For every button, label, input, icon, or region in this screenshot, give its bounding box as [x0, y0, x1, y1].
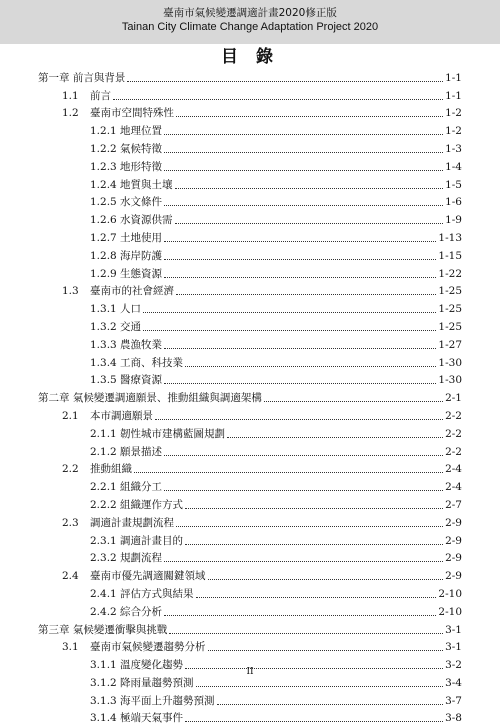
toc-entry	[38, 512, 462, 530]
toc-entry-label: 1.3.1 人口	[90, 303, 142, 316]
page-header	[0, 0, 500, 44]
toc-entry-page: 3-2	[445, 659, 462, 672]
toc-leader-dots	[208, 650, 444, 651]
toc-entry	[38, 120, 462, 138]
toc-entry-label: 1.3.3 農漁牧業	[90, 338, 163, 351]
toc-entry-label: 3.1.3 海平面上升趨勢預測	[90, 694, 215, 707]
toc-entry-page: 1-4	[445, 160, 462, 173]
toc-title: 目 錄	[221, 47, 279, 67]
toc-leader-dots	[227, 437, 443, 438]
toc-entry	[38, 85, 462, 103]
toc-entry-label: 2.4.1 評估方式與結果	[90, 587, 194, 600]
toc-entry-page: 1-5	[445, 178, 462, 191]
toc-entry	[38, 263, 462, 281]
toc-leader-dots	[185, 508, 443, 509]
toc-entry-page: 1-25	[438, 303, 462, 316]
toc-entry-page: 2-9	[445, 552, 462, 565]
toc-leader-dots	[164, 205, 443, 206]
toc-entry-page: 3-8	[445, 712, 462, 725]
toc-entry-label: 臺南市的社會經濟	[90, 285, 174, 298]
toc-entry-page: 1-30	[438, 356, 462, 369]
toc-leader-dots	[143, 330, 436, 331]
toc-entry	[38, 405, 462, 423]
toc-entry-label: 1.2.9 生態資源	[90, 267, 163, 280]
toc-entry	[38, 494, 462, 512]
toc-entry-label: 1.2.1 地理位置	[90, 125, 163, 138]
toc-entry	[38, 209, 462, 227]
toc-leader-dots	[143, 312, 436, 313]
toc-entry-number: 3.1	[62, 641, 79, 654]
toc-entry	[38, 690, 462, 708]
toc-entry-page: 1-2	[445, 125, 462, 138]
toc-entry-page: 2-10	[438, 587, 462, 600]
toc-leader-dots	[164, 615, 436, 616]
toc-entry-label: 2.2.1 組織分工	[90, 481, 163, 494]
toc-leader-dots	[164, 152, 443, 153]
toc-entry-number: 2.4	[62, 570, 79, 583]
toc-entry-page: 1-13	[438, 231, 462, 244]
toc-entry-page: 1-9	[445, 214, 462, 227]
toc-entry	[38, 619, 462, 637]
toc-entry-number: 1.2	[62, 107, 79, 120]
toc-entry-page: 2-7	[445, 498, 462, 511]
toc-entry-page: 2-1	[445, 392, 462, 405]
toc-entry-label: 1.2.5 水文條件	[90, 196, 163, 209]
toc-entry	[38, 601, 462, 619]
toc-entry	[38, 370, 462, 388]
toc-leader-dots	[164, 490, 443, 491]
toc-entry	[38, 387, 462, 405]
toc-entry-label: 1.3.4 工商、科技業	[90, 356, 184, 369]
toc-entry-label: 本市調適願景	[90, 409, 153, 422]
toc-entry-label: 調適計畫規劃流程	[90, 516, 174, 529]
toc-entry	[38, 459, 462, 477]
toc-entry	[38, 103, 462, 121]
toc-entry	[38, 156, 462, 174]
toc-entry-number: 2.1	[62, 409, 79, 422]
toc-entry	[38, 583, 462, 601]
toc-entry-label: 第二章 氣候變遷調適願景、推動組織與調適架構	[38, 392, 262, 405]
toc-entry-label: 2.3.1 調適計畫目的	[90, 534, 184, 547]
toc-leader-dots	[164, 561, 443, 562]
header-title-zh: 臺南市氣候變遷調適計畫2020修正版	[163, 7, 337, 19]
toc-leader-dots	[185, 544, 443, 545]
toc-entry-label: 臺南市優先調適關鍵領域	[90, 570, 206, 583]
toc-entry-page: 1-6	[445, 196, 462, 209]
toc-leader-dots	[196, 597, 437, 598]
toc-entry	[38, 334, 462, 352]
toc-entry	[38, 67, 462, 85]
toc-leader-dots	[208, 579, 444, 580]
toc-entry-page: 2-2	[445, 445, 462, 458]
toc-entry-label: 2.1.2 願景描述	[90, 445, 163, 458]
toc-entry-label: 2.4.2 綜合分析	[90, 605, 163, 618]
toc-entry-label: 臺南市氣候變遷趨勢分析	[90, 641, 206, 654]
toc-leader-dots	[164, 134, 443, 135]
toc-entry-page: 1-3	[445, 142, 462, 155]
toc-entry-page: 2-2	[445, 427, 462, 440]
toc-entry-number: 2.3	[62, 516, 79, 529]
toc-entry-label: 3.1.1 溫度變化趨勢	[90, 659, 184, 672]
toc-entry-label: 3.1.2 降雨量趨勢預測	[90, 676, 194, 689]
toc-entry-page: 2-9	[445, 570, 462, 583]
toc-entry-label: 2.2.2 組織運作方式	[90, 498, 184, 511]
toc-leader-dots	[164, 241, 436, 242]
toc-entry-label: 1.3.5 醫療資源	[90, 374, 163, 387]
toc-entry-page: 1-25	[438, 320, 462, 333]
toc-leader-dots	[164, 277, 436, 278]
toc-entry-label: 1.2.7 土地使用	[90, 231, 163, 244]
toc-entry-page: 1-2	[445, 107, 462, 120]
toc-entry	[38, 245, 462, 263]
toc-entry	[38, 637, 462, 655]
toc-leader-dots	[164, 259, 436, 260]
toc-entry-page: 3-7	[445, 694, 462, 707]
toc-leader-dots	[164, 383, 436, 384]
toc-entry-label: 1.2.6 水資源供需	[90, 214, 173, 227]
toc-entry-page: 3-1	[445, 641, 462, 654]
toc-entry	[38, 423, 462, 441]
toc-entry-page: 2-4	[445, 463, 462, 476]
toc-entry-label: 1.2.3 地形特徵	[90, 160, 163, 173]
toc-entry-label: 第三章 氣候變遷衝擊與挑戰	[38, 623, 168, 636]
toc-entry-page: 1-15	[438, 249, 462, 262]
toc-leader-dots	[185, 721, 443, 722]
toc-entry-page: 1-22	[438, 267, 462, 280]
toc-entry	[38, 281, 462, 299]
toc-leader-dots	[169, 633, 443, 634]
toc-leader-dots	[176, 294, 436, 295]
toc-leader-dots	[176, 526, 443, 527]
toc-leader-dots	[164, 170, 443, 171]
toc-entry-page: 2-2	[445, 409, 462, 422]
toc-entry-page: 1-27	[438, 338, 462, 351]
toc-entry-label: 1.2.8 海岸防護	[90, 249, 163, 262]
table-of-contents	[38, 67, 462, 725]
toc-entry-label: 1.2.2 氣候特徵	[90, 142, 163, 155]
toc-entry	[38, 298, 462, 316]
toc-entry-page: 1-1	[445, 89, 462, 102]
toc-entry-label: 3.1.4 極端天氣事件	[90, 712, 184, 725]
toc-leader-dots	[264, 401, 443, 402]
toc-leader-dots	[176, 116, 443, 117]
toc-entry	[38, 565, 462, 583]
toc-leader-dots	[127, 81, 443, 82]
toc-leader-dots	[175, 188, 444, 189]
toc-entry	[38, 476, 462, 494]
toc-entry-label: 第一章 前言與背景	[38, 71, 126, 84]
toc-entry-page: 1-25	[438, 285, 462, 298]
toc-entry-page: 2-4	[445, 481, 462, 494]
toc-entry	[38, 441, 462, 459]
toc-entry	[38, 174, 462, 192]
toc-entry-label: 推動組織	[90, 463, 132, 476]
toc-leader-dots	[155, 419, 443, 420]
toc-entry-number: 2.2	[62, 463, 79, 476]
toc-entry	[38, 548, 462, 566]
toc-entry-page: 1-30	[438, 374, 462, 387]
toc-entry-label: 前言	[90, 89, 111, 102]
toc-leader-dots	[175, 223, 444, 224]
header-title-en: Tainan City Climate Change Adaptation Project 2020	[121, 21, 379, 33]
toc-entry-label: 2.3.2 規劃流程	[90, 552, 163, 565]
toc-leader-dots	[164, 455, 443, 456]
toc-leader-dots	[164, 348, 436, 349]
page-number: II	[246, 667, 254, 677]
toc-entry	[38, 138, 462, 156]
toc-entry-page: 3-1	[445, 623, 462, 636]
toc-entry	[38, 708, 462, 725]
toc-leader-dots	[113, 99, 443, 100]
toc-entry-number: 1.1	[62, 89, 79, 102]
toc-leader-dots	[217, 704, 444, 705]
toc-entry-label: 臺南市空間特殊性	[90, 107, 174, 120]
toc-entry	[38, 530, 462, 548]
toc-entry-page: 2-9	[445, 516, 462, 529]
toc-leader-dots	[185, 366, 436, 367]
toc-entry	[38, 192, 462, 210]
toc-entry	[38, 227, 462, 245]
toc-leader-dots	[134, 472, 443, 473]
toc-entry-label: 2.1.1 韌性城市建構藍圖規劃	[90, 427, 226, 440]
toc-entry-number: 1.3	[62, 285, 79, 298]
toc-entry-page: 2-10	[438, 605, 462, 618]
toc-entry-page: 3-4	[445, 676, 462, 689]
toc-entry-label: 1.2.4 地質與土壤	[90, 178, 173, 191]
toc-entry-label: 1.3.2 交通	[90, 320, 142, 333]
toc-entry	[38, 316, 462, 334]
toc-entry-page: 2-9	[445, 534, 462, 547]
toc-entry-page: 1-1	[445, 71, 462, 84]
toc-leader-dots	[196, 686, 444, 687]
toc-entry	[38, 352, 462, 370]
